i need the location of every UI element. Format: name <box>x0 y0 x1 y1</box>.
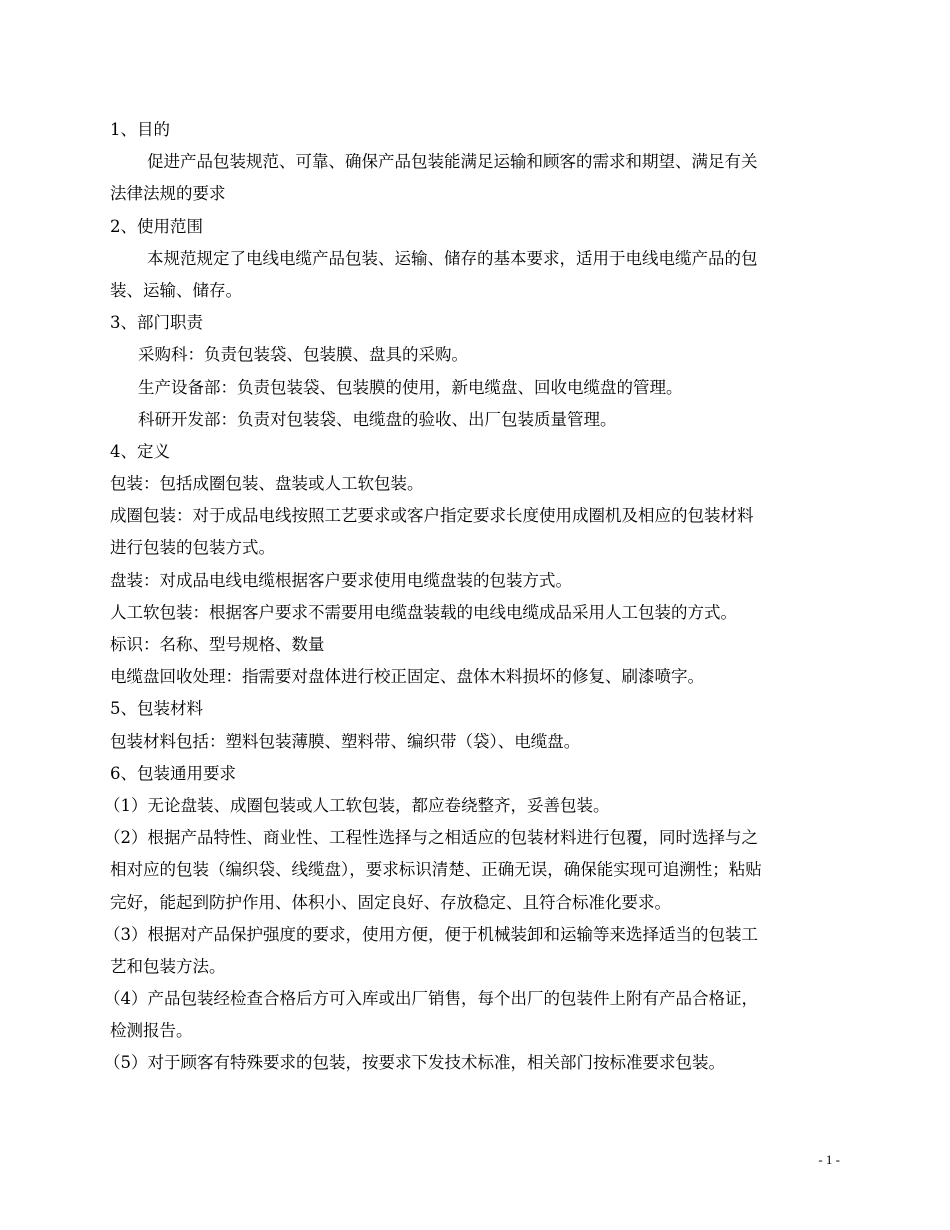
section-heading-materials: 5、包装材料 <box>110 699 203 719</box>
responsibility-item: 采购科：负责包装袋、包装膜、盘具的采购。 <box>138 345 468 365</box>
section-heading-purpose: 1、目的 <box>110 120 170 139</box>
requirement-item: （1）无论盘装、成圈包装或人工软包装，都应卷绕整齐，妥善包装。 <box>104 795 610 815</box>
responsibility-item: 科研开发部：负责对包装袋、电缆盘的验收、出厂包装质量管理。 <box>138 409 617 429</box>
responsibility-item: 生产设备部：负责包装袋、包装膜的使用，新电缆盘、回收电缆盘的管理。 <box>138 377 683 397</box>
requirement-item: （2）根据产品特性、商业性、工程性选择与之相适应的包装材料进行包覆，同时选择与之 <box>104 828 758 848</box>
requirement-item-continued: 完好，能起到防护作用、体积小、固定良好、存放稳定、且符合标准化要求。 <box>110 892 671 912</box>
requirement-item: （5）对于顾客有特殊要求的包装，按要求下发技术标准，相关部门按标准要求包装。 <box>104 1053 725 1073</box>
section-heading-definitions: 4、定义 <box>110 441 170 461</box>
definition-item: 包装：包括成圈包装、盘装或人工软包装。 <box>110 474 424 494</box>
paragraph-line: 本规范规定了电线电缆产品包装、运输、储存的基本要求，适用于电线电缆产品的包 <box>147 248 758 268</box>
definition-item: 成圈包装：对于成品电线按照工艺要求或客户指定要求长度使用成圈机及相应的包装材料 <box>110 506 754 526</box>
requirement-item: （3）根据对产品保护强度的要求，使用方便，便于机械装卸和运输等来选择适当的包装工 <box>104 924 758 944</box>
paragraph-line: 装、运输、储存。 <box>110 280 242 300</box>
definition-item: 进行包装的包装方式。 <box>110 538 275 558</box>
paragraph-line: 促进产品包装规范、可靠、确保产品包装能满足运输和顾客的需求和期望、满足有关 <box>147 152 758 172</box>
definition-item: 电缆盘回收处理：指需要对盘体进行校正固定、盘体木料损坏的修复、刷漆喷字。 <box>110 667 704 687</box>
section-heading-scope: 2、使用范围 <box>110 216 203 236</box>
requirement-item-continued: 相对应的包装（编织袋、线缆盘），要求标识清楚、正确无误，确保能实现可追溯性；粘贴 <box>110 860 762 880</box>
definition-item: 标识：名称、型号规格、数量 <box>110 635 325 654</box>
section-heading-responsibilities: 3、部门职责 <box>110 313 203 333</box>
page-number: - 1 - <box>818 1152 840 1167</box>
requirement-item-continued: 检测报告。 <box>110 1021 193 1041</box>
paragraph-line: 包装材料包括：塑料包装薄膜、塑料带、编织带（袋）、电缆盘。 <box>110 731 581 751</box>
definition-item: 盘装：对成品电线电缆根据客户要求使用电缆盘装的包装方式。 <box>110 570 572 590</box>
section-heading-general-requirements: 6、包装通用要求 <box>110 763 236 783</box>
requirement-item: （4）产品包装经检查合格后方可入库或出厂销售，每个出厂的包装件上附有产品合格证， <box>104 989 758 1009</box>
document-page <box>104 114 842 1080</box>
definition-item: 人工软包装：根据客户要求不需要用电缆盘装载的电线电缆成品采用人工包装的方式。 <box>110 602 737 622</box>
requirement-item-continued: 艺和包装方法。 <box>110 956 226 976</box>
paragraph-line: 法律法规的要求 <box>110 184 226 204</box>
